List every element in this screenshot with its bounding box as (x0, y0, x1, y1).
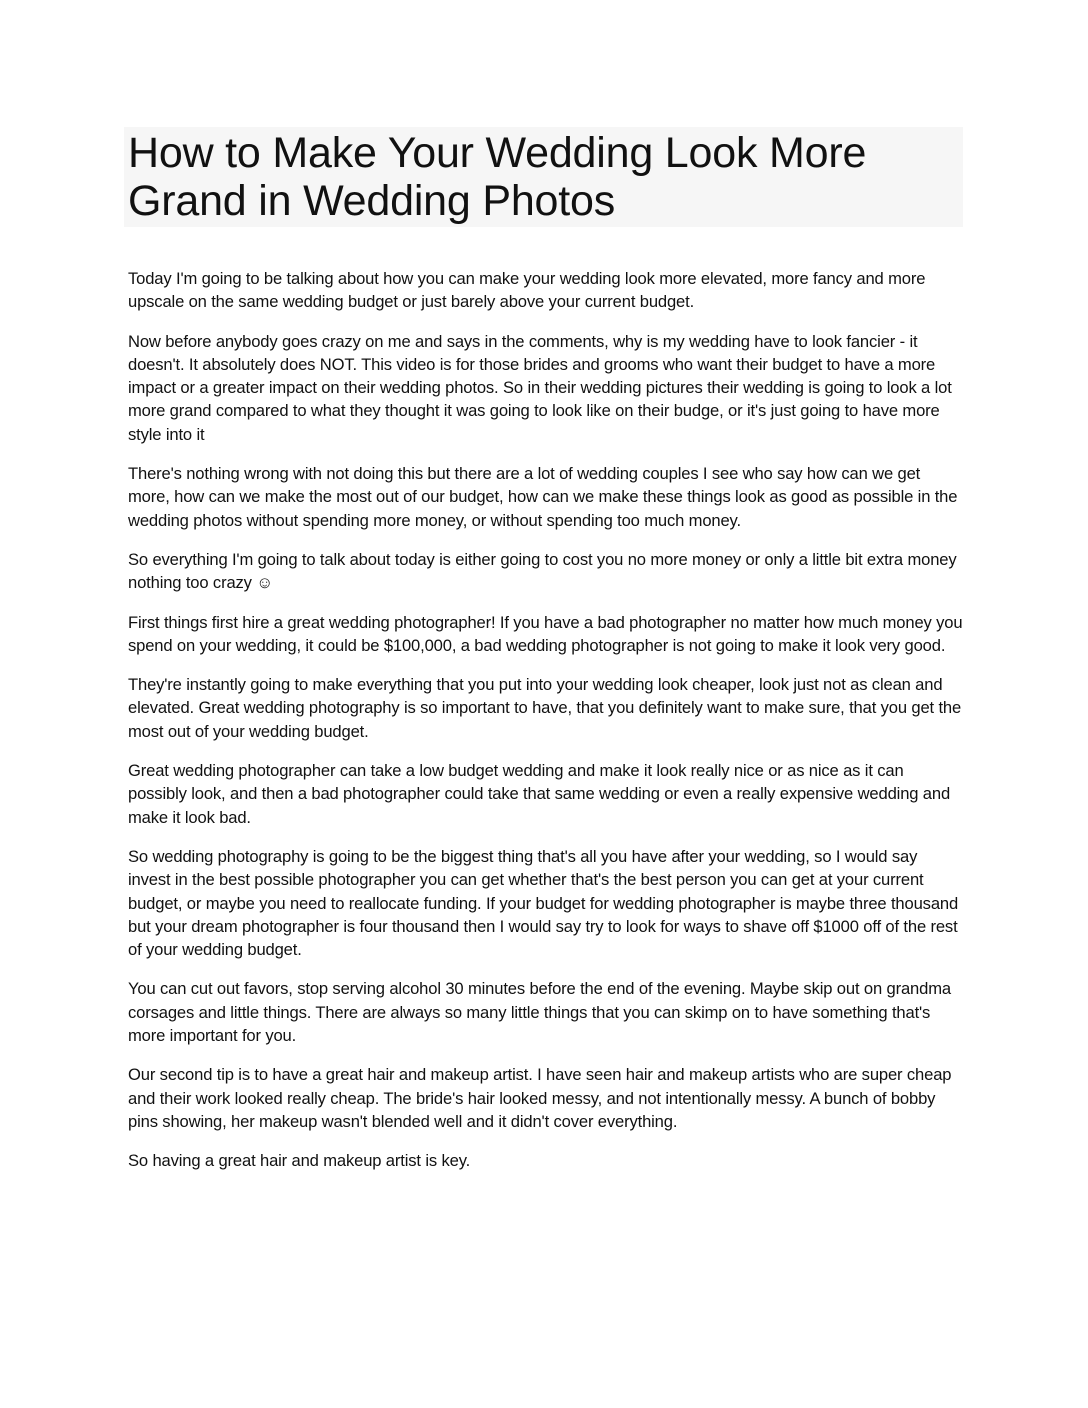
paragraph-conclusion: So having a great hair and makeup artist is key. (128, 1151, 471, 1171)
paragraph-intro: Today I'm going to be talking about how you can make your wedding look more elevated, more fancy and more upscale on the same wedding budget or just barely above your current budget. (128, 269, 926, 312)
paragraph-photographer: First things first hire a great wedding photographer! If you have a bad photographer no matter how much money you spend on your wedding, it could be $100,000, a bad wedding photographer is not going to make it look very good. (128, 612, 963, 655)
paragraph-cheaper: They're instantly going to make everything that you put into your wedding look cheaper, look just not as clean and elevated. Great wedding photography is so important to have, that you definitely want to make sure, that you get the most out of your wedding budget. (128, 675, 962, 741)
page-title: How to Make Your Wedding Look More Grand in Wedding Photos (128, 129, 867, 225)
paragraph-couples: There's nothing wrong with not doing this but there are a lot of wedding couples I see who say how can we get more, how can we make the most out of our budget, how can we make these things look as good as possible in the wedding photos without spending more money, or without spending too much money. (128, 464, 958, 530)
paragraph-disclaimer: Now before anybody goes crazy on me and says in the comments, why is my wedding have to look fancier - it doesn't. It absolutely does NOT. This video is for those brides and grooms who want their budget to have a more impact or a greater impact on their wedding photos. So in their wedding pictures their wedding is going to look a lot more grand compared to what they thought it was going to look like on their budge, or it's just going to have more style into it (128, 331, 952, 444)
title-block (124, 127, 963, 227)
article-body (128, 267, 964, 1189)
paragraph-cost: So everything I'm going to talk about today is either going to cost you no more money or only a little bit extra money nothing too crazy ☺ (128, 549, 957, 593)
paragraph-invest: So wedding photography is going to be the biggest thing that's all you have after your wedding, so I would say invest in the best possible photographer you can get whether that's the best person you can get at your current budget, or maybe you need to reallocate funding. If your budget for wedding photographer is maybe three thousand but your dream photographer is four thousand then I would say try to look for ways to shave off $1000 off of the rest of your wedding budget. (128, 846, 959, 960)
paragraph-low-budget: Great wedding photographer can take a low budget wedding and make it look really nice or as nice as it can possibly look, and then a bad photographer could take that same wedding or even a really expensive wedding and make it look bad. (128, 761, 951, 827)
paragraph-cut-costs: You can cut out favors, stop serving alcohol 30 minutes before the end of the evening. Maybe skip out on grandma corsages and little things. There are always so many little things that you can skimp on to have something that's more important for you. (128, 979, 951, 1046)
paragraph-hair-makeup: Our second tip is to have a great hair and makeup artist. I have seen hair and makeup artists who are super cheap and their work looked really cheap. The bride's hair looked messy, and not intentionally messy. A bunch of bobby pins showing, her makeup wasn't blended well and it didn't cover everything. (128, 1065, 952, 1131)
